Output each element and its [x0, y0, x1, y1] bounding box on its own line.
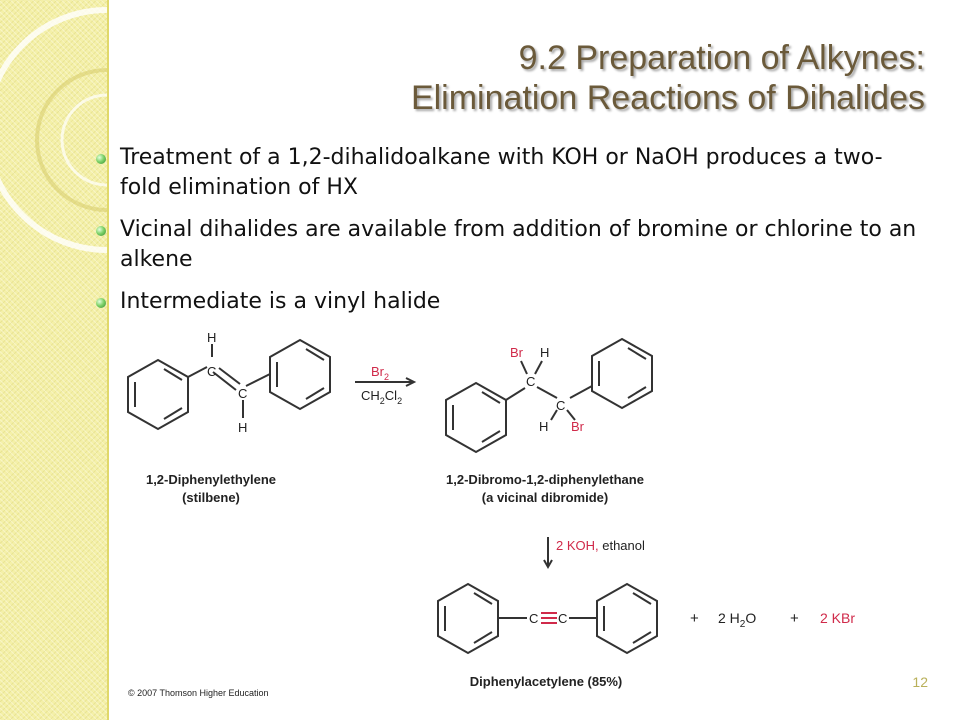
benzene-ring-icon [438, 584, 498, 653]
product-name: Diphenylacetylene (85%) [469, 674, 623, 689]
atom-label-h: H [238, 420, 248, 435]
atom-label-h: H [540, 345, 550, 360]
bullet-text: Treatment of a 1,2-dihalidoalkane with KOH or NaOH produces a two-fold elimination of HX [120, 145, 883, 200]
bullet-text: Vicinal dihalides are available from addition of bromine or chlorine to an alkene [120, 217, 917, 272]
stilbene-alias: (stilbene) [182, 490, 240, 505]
copyright-text: © 2007 Thomson Higher Education [128, 688, 269, 698]
reagent-ch2cl2: $CH_2Cl_2$ [361, 388, 403, 406]
atom-label-c: C [556, 398, 566, 413]
atom-label-c: C [558, 611, 568, 626]
atom-label-h: H [207, 330, 217, 345]
title-line-1: 9.2 Preparation of Alkynes: [518, 39, 925, 77]
atom-label-h: H [539, 419, 549, 434]
dibromide-name: 1,2-Dibromo-1,2-diphenylethane [446, 472, 644, 487]
reagent-br2: $Br_2$ [371, 364, 390, 382]
benzene-ring-icon [270, 340, 330, 409]
reagent-koh: 2 KOH, ethanol [556, 538, 645, 553]
atom-label-br: Br [510, 345, 523, 360]
stilbene-name: 1,2-Diphenylethylene [145, 472, 277, 487]
atom-label-c: C [238, 386, 248, 401]
atom-label-c: C [526, 374, 536, 389]
page-number: 12 [912, 674, 928, 690]
plus-sign: + [690, 610, 699, 627]
dibromide-alias: (a vicinal dibromide) [481, 490, 609, 505]
kbr-byproduct: 2 KBr [820, 610, 856, 626]
benzene-ring-icon [128, 360, 188, 429]
water-byproduct: 2 $H_2O$ [718, 610, 757, 630]
bullet-text: Intermediate is a vinyl halide [120, 289, 441, 314]
atom-label-br: Br [571, 419, 584, 434]
atom-label-c: C [207, 364, 217, 379]
atom-label-c: C [529, 611, 539, 626]
triple-bond [541, 613, 557, 623]
benzene-ring-icon [597, 584, 657, 653]
benzene-ring-icon [446, 383, 506, 452]
title-line-2: Elimination Reactions of Dihalides [410, 79, 925, 117]
plus-sign: + [790, 610, 799, 627]
benzene-ring-icon [592, 339, 652, 408]
